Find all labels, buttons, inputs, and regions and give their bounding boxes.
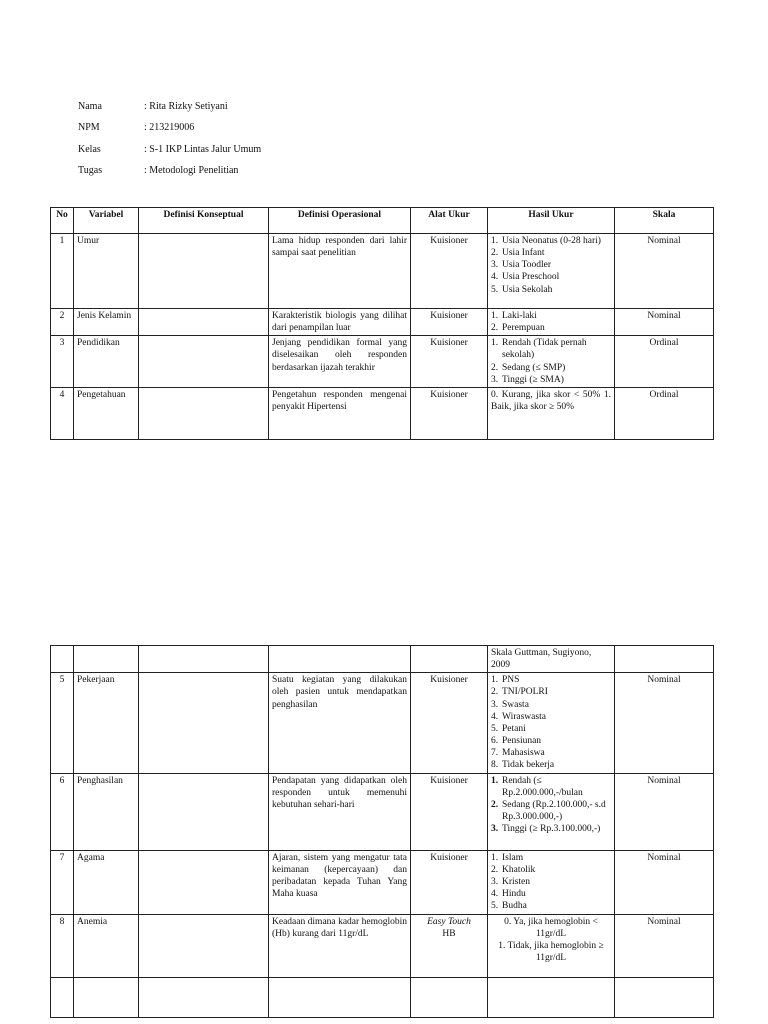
list-item	[491, 900, 611, 912]
row-alat-ukur: Kuisioner	[411, 234, 488, 309]
info-row-npm	[78, 122, 261, 143]
hasil-list	[491, 852, 611, 913]
list-item	[491, 876, 611, 888]
item-text: Pensiunan	[502, 736, 542, 747]
row-konseptual	[139, 336, 269, 388]
list-item	[491, 337, 611, 361]
list-item	[491, 247, 611, 259]
item-number: 2.	[491, 864, 499, 875]
row-operasional: Ajaran, sistem yang mengatur tata keimanan (kepercayaan) dan peribadatan kepada Tuhan Yang Maha kuasa	[269, 850, 411, 914]
list-item	[491, 735, 611, 747]
item-text: Mahasiswa	[502, 748, 545, 759]
row-variabel	[74, 977, 139, 1017]
row-no: 4	[51, 387, 74, 439]
table-row-continuation	[51, 646, 714, 673]
row-hasil-ukur	[488, 977, 615, 1017]
row-skala: Ordinal	[615, 387, 714, 439]
row-variabel	[74, 646, 139, 673]
row-no: 3	[51, 336, 74, 388]
list-item	[491, 674, 611, 686]
item-text: Swasta	[502, 699, 529, 710]
header-hasil-ukur: Hasil Ukur	[488, 208, 615, 234]
table-row	[51, 673, 714, 773]
item-number: 1.	[491, 775, 499, 786]
info-label: Kelas	[78, 143, 101, 155]
row-no	[51, 977, 74, 1017]
table-row	[51, 234, 714, 309]
table-header-row	[51, 208, 714, 234]
row-operasional: Lama hidup responden dari lahir sampai saat penelitian	[269, 234, 411, 309]
item-text: Tinggi (≥ Rp.3.100.000,-)	[502, 824, 601, 835]
list-item	[491, 888, 611, 900]
item-number: 3.	[491, 876, 499, 887]
list-item	[491, 723, 611, 735]
item-text: Sedang (Rp.2.100.000,- s.d Rp.3.000.000,-)	[502, 799, 606, 823]
row-konseptual	[139, 850, 269, 914]
row-hasil-ukur: 0. Kurang, jika skor < 50% 1. Baik, jika skor ≥ 50%	[488, 387, 615, 439]
list-item	[491, 362, 611, 374]
item-text: Budha	[502, 901, 527, 912]
item-text: Rendah (≤ Rp.2.000.000,-/bulan	[502, 775, 583, 798]
info-row-nama	[78, 101, 261, 122]
alat-ukur-device: Easy Touch	[427, 916, 471, 927]
item-text: Kristen	[502, 876, 530, 887]
item-text: Usia Neonatus (0-28 hari)	[502, 236, 601, 246]
item-text: Usia Sekolah	[502, 284, 553, 295]
item-number: 3.	[491, 699, 499, 710]
table-row-empty	[51, 977, 714, 1017]
row-hasil-ukur	[488, 309, 615, 336]
alat-ukur-suffix: HB	[442, 928, 456, 939]
row-hasil-ukur	[488, 914, 615, 977]
item-number: 1.	[491, 311, 499, 321]
list-item	[491, 711, 611, 723]
item-text: Sedang (≤ SMP)	[502, 362, 566, 373]
list-item	[491, 235, 611, 247]
hasil-list	[491, 310, 611, 334]
item-text: Usia Toodler	[502, 260, 552, 271]
list-item	[491, 374, 611, 386]
row-skala: Ordinal	[615, 336, 714, 388]
row-operasional	[269, 646, 411, 673]
row-operasional	[269, 977, 411, 1017]
item-number: 2.	[491, 248, 499, 259]
list-item	[491, 823, 611, 835]
item-number: 8.	[491, 760, 499, 771]
row-skala: Nominal	[615, 673, 714, 773]
item-text: Islam	[502, 852, 524, 863]
row-konseptual	[139, 234, 269, 309]
item-text: PNS	[502, 675, 520, 686]
row-alat-ukur: Kuisioner	[411, 673, 488, 773]
row-operasional: Jenjang pendidikan formal yang diselesaikan oleh responden berdasarkan ijazah terakhir	[269, 336, 411, 388]
info-row-kelas	[78, 144, 261, 165]
hasil-list	[491, 775, 611, 836]
list-item	[491, 310, 611, 322]
item-number: 4.	[491, 889, 499, 900]
header-definisi-konseptual: Definisi Konseptual	[139, 208, 269, 234]
row-variabel: Umur	[74, 234, 139, 309]
row-hasil-ukur	[488, 773, 615, 850]
item-text: Perempuan	[502, 323, 545, 334]
item-number: 2.	[491, 687, 499, 698]
info-value: : Metodologi Penelitian	[144, 164, 239, 176]
header-definisi-operasional: Definisi Operasional	[269, 208, 411, 234]
row-alat-ukur: Kuisioner	[411, 309, 488, 336]
item-number: 2.	[491, 799, 499, 810]
row-no: 6	[51, 773, 74, 850]
table-row	[51, 850, 714, 914]
item-number: 3.	[491, 260, 499, 271]
list-item	[491, 284, 611, 296]
item-text: Khatolik	[502, 864, 536, 875]
list-item	[491, 799, 611, 823]
row-operasional: Pendapatan yang didapatkan oleh responden untuk memenuhi kebutuhan sehari-hari	[269, 773, 411, 850]
header-variabel: Variabel	[74, 208, 139, 234]
item-text: Usia Infant	[502, 248, 545, 259]
table-row	[51, 309, 714, 336]
item-number: 2.	[491, 323, 499, 334]
variable-table-part-2	[50, 645, 714, 1018]
item-text: Laki-laki	[502, 311, 537, 321]
row-operasional: Suatu kegiatan yang dilakukan oleh pasien untuk mendapatkan penghasilan	[269, 673, 411, 773]
row-hasil-ukur	[488, 673, 615, 773]
list-item	[491, 747, 611, 759]
row-konseptual	[139, 977, 269, 1017]
item-number: 3.	[491, 824, 499, 835]
header-alat-ukur: Alat Ukur	[411, 208, 488, 234]
item-text: Tidak bekerja	[502, 760, 555, 771]
item-number: 4.	[491, 272, 499, 283]
row-alat-ukur	[411, 977, 488, 1017]
row-konseptual	[139, 309, 269, 336]
item-text: TNI/POLRI	[502, 687, 548, 698]
row-skala	[615, 977, 714, 1017]
item-number: 5.	[491, 901, 499, 912]
row-no: 5	[51, 673, 74, 773]
row-skala: Nominal	[615, 773, 714, 850]
header-no: No	[51, 208, 74, 234]
list-item	[491, 775, 611, 799]
item-number: 5.	[491, 723, 499, 734]
student-info	[78, 101, 261, 186]
row-variabel: Penghasilan	[74, 773, 139, 850]
item-number: 3.	[491, 374, 499, 385]
row-alat-ukur: Kuisioner	[411, 336, 488, 388]
list-item	[491, 271, 611, 283]
info-value: : 213219006	[144, 122, 195, 134]
list-item	[491, 864, 611, 876]
item-number: 1.	[491, 338, 499, 349]
table-row	[51, 387, 714, 439]
hasil-list	[491, 235, 611, 296]
item-text: Ya, jika hemoglobin < 11gr/dL	[513, 916, 598, 939]
row-alat-ukur	[411, 914, 488, 977]
info-row-tugas	[78, 165, 261, 186]
table-row	[51, 773, 714, 850]
item-text: Rendah (Tidak pernah sekolah)	[502, 338, 587, 361]
row-konseptual	[139, 646, 269, 673]
row-operasional: Pengetahun responden mengenai penyakit Hipertensi	[269, 387, 411, 439]
item-number: 4.	[491, 711, 499, 722]
header-skala: Skala	[615, 208, 714, 234]
row-alat-ukur: Kuisioner	[411, 387, 488, 439]
row-skala: Nominal	[615, 914, 714, 977]
item-number: 5.	[491, 284, 499, 295]
item-number: 6.	[491, 736, 499, 747]
row-no: 8	[51, 914, 74, 977]
list-item	[491, 940, 611, 964]
row-skala	[615, 646, 714, 673]
variable-table-part-1	[50, 207, 714, 440]
row-konseptual	[139, 914, 269, 977]
table-row	[51, 914, 714, 977]
item-number: 7.	[491, 748, 499, 759]
row-konseptual	[139, 673, 269, 773]
row-no: 7	[51, 850, 74, 914]
item-text: Tinggi (≥ SMA)	[502, 374, 564, 385]
item-number: 1.	[498, 940, 506, 951]
item-text: Wiraswasta	[502, 711, 546, 722]
item-text: Hindu	[502, 889, 526, 900]
list-item	[491, 916, 611, 940]
row-hasil-ukur	[488, 850, 615, 914]
item-text: Petani	[502, 723, 526, 734]
list-item	[491, 699, 611, 711]
row-operasional: Karakteristik biologis yang dilihat dari penampilan luar	[269, 309, 411, 336]
row-no: 2	[51, 309, 74, 336]
row-alat-ukur: Kuisioner	[411, 850, 488, 914]
row-no	[51, 646, 74, 673]
item-number: 1.	[491, 236, 499, 246]
continuation-note: Skala Guttman, Sugiyono, 2009	[488, 646, 615, 673]
item-text: Usia Preschool	[502, 272, 560, 283]
row-variabel: Anemia	[74, 914, 139, 977]
row-hasil-ukur	[488, 234, 615, 309]
row-alat-ukur	[411, 646, 488, 673]
row-skala: Nominal	[615, 850, 714, 914]
row-no: 1	[51, 234, 74, 309]
row-skala: Nominal	[615, 234, 714, 309]
info-label: Tugas	[78, 164, 103, 176]
hasil-list	[491, 674, 611, 771]
row-variabel: Pekerjaan	[74, 673, 139, 773]
row-variabel: Agama	[74, 850, 139, 914]
table-row	[51, 336, 714, 388]
item-number: 2.	[491, 362, 499, 373]
item-number: 1.	[491, 675, 499, 686]
row-hasil-ukur	[488, 336, 615, 388]
row-skala: Nominal	[615, 309, 714, 336]
row-operasional: Keadaan dimana kadar hemoglobin (Hb) kurang dari 11gr/dL	[269, 914, 411, 977]
info-label: NPM	[78, 122, 100, 134]
item-text: Tidak, jika hemoglobin ≥ 11gr/dL	[507, 940, 604, 964]
row-variabel: Pengetahuan	[74, 387, 139, 439]
info-value: : S-1 IKP Lintas Jalur Umum	[144, 143, 262, 155]
row-konseptual	[139, 387, 269, 439]
item-number: 0.	[504, 916, 512, 927]
list-item	[491, 852, 611, 864]
info-value: : Rita Rizky Setiyani	[144, 101, 228, 112]
info-label: Nama	[78, 101, 102, 112]
row-alat-ukur: Kuisioner	[411, 773, 488, 850]
hasil-list	[491, 337, 611, 386]
list-item	[491, 259, 611, 271]
list-item	[491, 686, 611, 698]
list-item	[491, 759, 611, 771]
item-number: 1.	[491, 852, 499, 863]
row-variabel: Pendidikan	[74, 336, 139, 388]
row-variabel: Jenis Kelamin	[74, 309, 139, 336]
row-konseptual	[139, 773, 269, 850]
list-item	[491, 322, 611, 334]
